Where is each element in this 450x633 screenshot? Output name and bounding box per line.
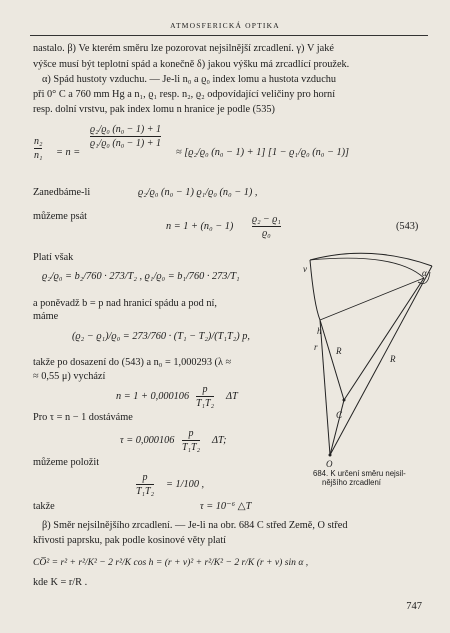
line-h	[320, 278, 424, 320]
label-v: v	[303, 264, 307, 274]
label-R-right: R	[390, 354, 396, 364]
text-line-2: výšce musí být teplotní spád a konečně δ) jakou výšku má zrcadlící proužek.	[33, 59, 350, 70]
equation-543-label: (543)	[396, 221, 419, 232]
equation-cosine: CO̅² = r² + r²/K² − 2 r²/K cos h = (r + v)² + r²/K² − 2 r/K (r + v) sin α ,	[33, 557, 309, 568]
formula-p-t1t2-3: p T₁T₂	[136, 472, 155, 497]
label-C: C	[336, 410, 343, 420]
text-line-1: nastalo. β) Ve kterém směru lze pozorovat nejsilnější zrcadlení. γ) V jaké	[33, 43, 334, 54]
muzeme-psat: můžeme psát	[33, 211, 88, 222]
formula-p-t1t2-2: p T₁T₂	[182, 428, 201, 453]
figure-684	[300, 250, 440, 470]
label-O: O	[326, 459, 333, 469]
beta-line-1: β) Směr nejsilnějšího zrcadlení. — Je-li na obr. 684 C střed Země, O střed	[42, 520, 348, 531]
line-CO	[330, 400, 344, 455]
text-line-4: při 0° C a 760 mm Hg a n₁, ϱ₁ resp. n₂, ϱ₂ odpovídající veličiny pro horní	[33, 89, 336, 100]
line-r-mid	[344, 278, 424, 400]
equation-dT2: ΔT;	[212, 435, 227, 446]
equation-tau2: τ = 10⁻⁶ △T	[200, 501, 252, 512]
mame: máme	[33, 311, 59, 322]
formula-main-fraction: ϱ₂/ϱ₀ (n₀ − 1) + 1 ϱ₁/ϱ₀ (n₀ − 1) + 1	[90, 124, 162, 149]
header-rule	[30, 35, 428, 36]
formula-n2-n1: n₂ n₁	[34, 136, 43, 161]
line-R-right	[330, 266, 432, 455]
line-R-mid	[320, 320, 344, 400]
takze-2: takže	[33, 501, 55, 512]
formula-neglect: ϱ₂/ϱ₀ (n₀ − 1) ϱ₁/ϱ₀ (n₀ − 1) ,	[138, 187, 258, 198]
formula-p-t1t2: p T₁T₂	[196, 384, 215, 409]
formula-equals-n: = n =	[56, 147, 81, 158]
label-alpha: α	[422, 268, 427, 278]
formula-approx: ≈ [ϱ₂/ϱ₀ (n₀ − 1) + 1] [1 − ϱ₁/ϱ₀ (n₀ − 1)]	[176, 147, 350, 158]
point-C	[343, 399, 346, 402]
figure-caption-2: nějšího zrcadlení	[322, 478, 381, 487]
formula-rho-diff: ϱ₂ − ϱ₁ ϱ₀	[252, 214, 281, 239]
equation-dT: ΔT	[226, 391, 238, 402]
pro-tau: Pro τ = n − 1 dostáváme	[33, 412, 133, 423]
text-line-3: α) Spád hustoty vzduchu. — Je-li n₀ a ϱ₀ index lomu a hustota vzduchu	[42, 74, 337, 85]
running-header: ATMOSFERICKÁ OPTIKA	[170, 21, 280, 30]
vychazi: ≈ 0,55 μ) vychází	[33, 371, 106, 382]
page-number: 747	[406, 601, 422, 612]
equation-tau: τ = 0,000106	[120, 435, 175, 446]
arc-top	[310, 253, 432, 266]
point-O	[329, 454, 332, 457]
arc-ray	[310, 258, 424, 278]
zanedbame: Zanedbáme-li	[33, 187, 91, 198]
figure-caption-1: 684. K určení směru nejsil-	[313, 469, 406, 478]
line-r-left	[320, 320, 330, 455]
a-ponevadz: a poněvadž b = p nad hranicí spádu a pod ní,	[33, 298, 217, 309]
left-side	[310, 260, 320, 320]
beta-line-2: křivosti paprsku, pak podle kosinové věty platí	[33, 535, 227, 546]
muzeme-polozit: můžeme položit	[33, 457, 100, 468]
equation-n1: n = 1 + 0,000106	[116, 391, 190, 402]
kde-K: kde K = r/R .	[33, 577, 88, 588]
formula-equals-1-100: = 1/100 ,	[166, 479, 205, 490]
text-line-5: resp. dolní vrstvu, pak index lomu n hranice je podle (535)	[33, 104, 275, 115]
label-R-mid: R	[336, 346, 342, 356]
label-r-left: r	[314, 342, 318, 352]
formula-rho-ratios: ϱ₂/ϱ₀ = b₂/760 · 273/T₂ , ϱ₁/ϱ₀ = b₁/760 · 273/T₁	[42, 271, 240, 282]
plati-vsak: Platí však	[33, 252, 74, 263]
label-h: h	[317, 326, 322, 336]
equation-543: n = 1 + (n₀ − 1)	[166, 221, 234, 232]
formula-rho-diff-result: (ϱ₂ − ϱ₁)/ϱ₀ = 273/760 · (T₁ − T₂)/(T₁T₂) p,	[72, 331, 250, 342]
takze-dosazeni: takže po dosazení do (543) a n₀ = 1,000293 (λ ≈	[33, 357, 232, 368]
